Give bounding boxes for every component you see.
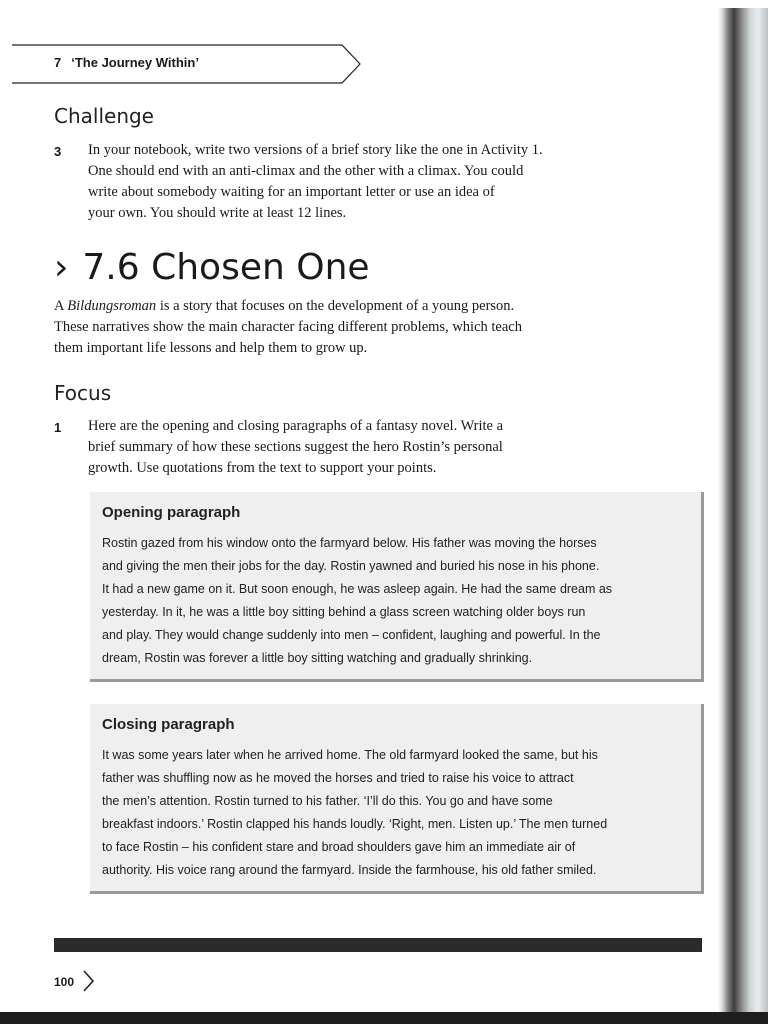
opening-line: dream, Rostin was forever a little boy sitting watching and gradually shrinking. bbox=[102, 651, 533, 665]
chapter-header bbox=[12, 44, 362, 84]
section-intro bbox=[54, 296, 594, 359]
opening-paragraph-title: Opening paragraph bbox=[102, 504, 241, 521]
challenge-line: write about somebody waiting for an important letter or use an idea of bbox=[88, 184, 495, 200]
opening-line: yesterday. In it, he was a little boy sitting behind a glass screen watching older boys run bbox=[102, 605, 586, 619]
chevron-right-icon bbox=[82, 968, 96, 994]
chapter-number: 7 bbox=[54, 55, 62, 70]
focus-line: brief summary of how these sections suggest the hero Rostin’s personal bbox=[88, 439, 503, 455]
opening-line: and giving the men their jobs for the day. Rostin yawned and buried his nose in his phone. bbox=[102, 559, 600, 573]
closing-line: the men’s attention. Rostin turned to his father. ‘I’ll do this. You go and have some bbox=[102, 794, 553, 808]
focus-heading: Focus bbox=[54, 381, 112, 405]
challenge-heading: Challenge bbox=[54, 104, 154, 128]
challenge-line: your own. You should write at least 12 lines. bbox=[88, 205, 347, 221]
focus-question-text bbox=[88, 416, 608, 479]
closing-line: breakfast indoors.’ Rostin clapped his hands loudly. ‘Right, men. Listen up.’ The men turned bbox=[102, 817, 608, 831]
closing-line: to face Rostin – his confident stare and broad shoulders gave him an immediate air of bbox=[102, 840, 576, 854]
intro-line: These narratives show the main character facing different problems, which teach bbox=[54, 319, 522, 335]
intro-line: them important life lessons and help them to grow up. bbox=[54, 340, 368, 356]
opening-paragraph-box bbox=[90, 492, 704, 682]
footer-bar bbox=[54, 938, 702, 952]
opening-line: Rostin gazed from his window onto the farmyard below. His father was moving the horses bbox=[102, 536, 597, 550]
challenge-line: One should end with an anti-climax and the other with a climax. You could bbox=[88, 163, 524, 179]
closing-line: authority. His voice rang around the farmyard. Inside the farmhouse, his old father smiled. bbox=[102, 863, 597, 877]
focus-question-number: 1 bbox=[54, 420, 62, 435]
section-title bbox=[54, 247, 370, 288]
section-title-text: 7.6 Chosen One bbox=[82, 247, 370, 288]
intro-line: A Bildungsroman is a story that focuses on the development of a young person. bbox=[54, 298, 515, 314]
chapter-title: ‘The Journey Within’ bbox=[71, 55, 199, 70]
closing-paragraph-title: Closing paragraph bbox=[102, 716, 235, 733]
book-binding bbox=[718, 8, 768, 1012]
chevron-right-icon: › bbox=[54, 247, 69, 288]
challenge-line: In your notebook, write two versions of a brief story like the one in Activity 1. bbox=[88, 142, 543, 158]
scan-bottom-edge bbox=[0, 1012, 768, 1024]
top-margin bbox=[0, 0, 768, 8]
closing-line: father was shuffling now as he moved the horses and tried to raise his voice to attract bbox=[102, 771, 574, 785]
focus-line: growth. Use quotations from the text to support your points. bbox=[88, 460, 437, 476]
closing-paragraph-box bbox=[90, 704, 704, 894]
opening-line: and play. They would change suddenly into men – confident, laughing and powerful. In the bbox=[102, 628, 601, 642]
opening-line: It had a new game on it. But soon enough, he was asleep again. He had the same dream as bbox=[102, 582, 613, 596]
page-number: 100 bbox=[54, 975, 75, 989]
closing-line: It was some years later when he arrived home. The old farmyard looked the same, but his bbox=[102, 748, 598, 762]
focus-line: Here are the opening and closing paragraphs of a fantasy novel. Write a bbox=[88, 418, 504, 434]
intro-term: Bildungsroman bbox=[67, 298, 157, 314]
challenge-question-text bbox=[88, 140, 628, 224]
challenge-question-number: 3 bbox=[54, 144, 62, 159]
